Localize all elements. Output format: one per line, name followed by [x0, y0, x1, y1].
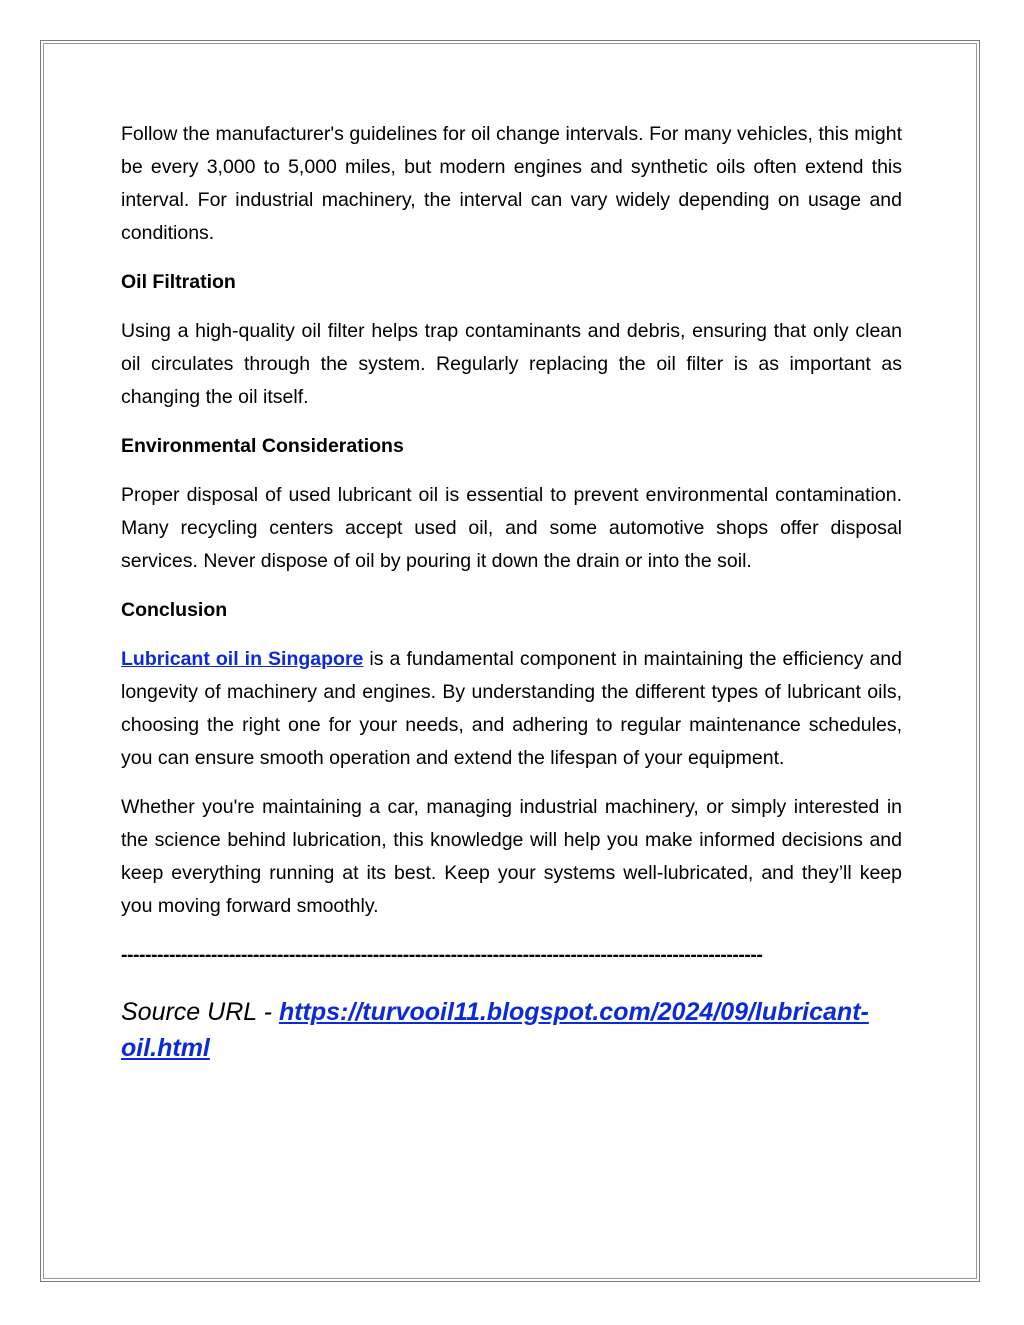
source-label: Source URL -	[121, 998, 279, 1026]
source-url-link[interactable]: https://turvooil11.blogspot.com/2024/09/lubricant-oil.html	[121, 998, 869, 1062]
heading-conclusion: Conclusion	[121, 599, 228, 621]
divider-line: -----------------------------------------------------------------------------------------------------------	[121, 944, 763, 966]
paragraph-oil-filtration: Using a high-quality oil filter helps trap contaminants and debris, ensuring that only clean oil circulates through the system. Regularly replacing the oil filter is as important as changing the oil itself.	[121, 320, 902, 408]
heading-oil-filtration: Oil Filtration	[121, 271, 236, 293]
heading-environmental-considerations: Environmental Considerations	[121, 435, 404, 457]
document-body	[121, 118, 902, 1066]
lubricant-oil-singapore-link[interactable]: Lubricant oil in Singapore	[121, 648, 364, 670]
paragraph-oil-change-intervals: Follow the manufacturer's guidelines for oil change intervals. For many vehicles, this might be every 3,000 to 5,000 miles, but modern engines and synthetic oils often extend this interval. For industrial machinery, the interval can vary widely depending on usage and conditions.	[121, 123, 902, 244]
source-line	[121, 994, 902, 1066]
paragraph-environmental: Proper disposal of used lubricant oil is essential to prevent environmental contamination. Many recycling centers accept used oil, and some automotive shops offer disposal services. Never dispose of oil by pouring it down the drain or into the soil.	[121, 484, 902, 572]
paragraph-conclusion-text: is a fundamental component in maintaining the efficiency and longevity of machinery and engines. By understanding the different types of lubricant oils, choosing the right one for your needs, and adhering to regular maintenance schedules, you can ensure smooth operation and extend the lifespan of your equipment.	[121, 648, 902, 769]
paragraph-conclusion	[121, 643, 902, 775]
paragraph-closing: Whether you're maintaining a car, managing industrial machinery, or simply interested in the science behind lubrication, this knowledge will help you make informed decisions and keep everything running at its best. Keep your systems well-lubricated, and they’ll keep you moving forward smoothly.	[121, 796, 902, 917]
